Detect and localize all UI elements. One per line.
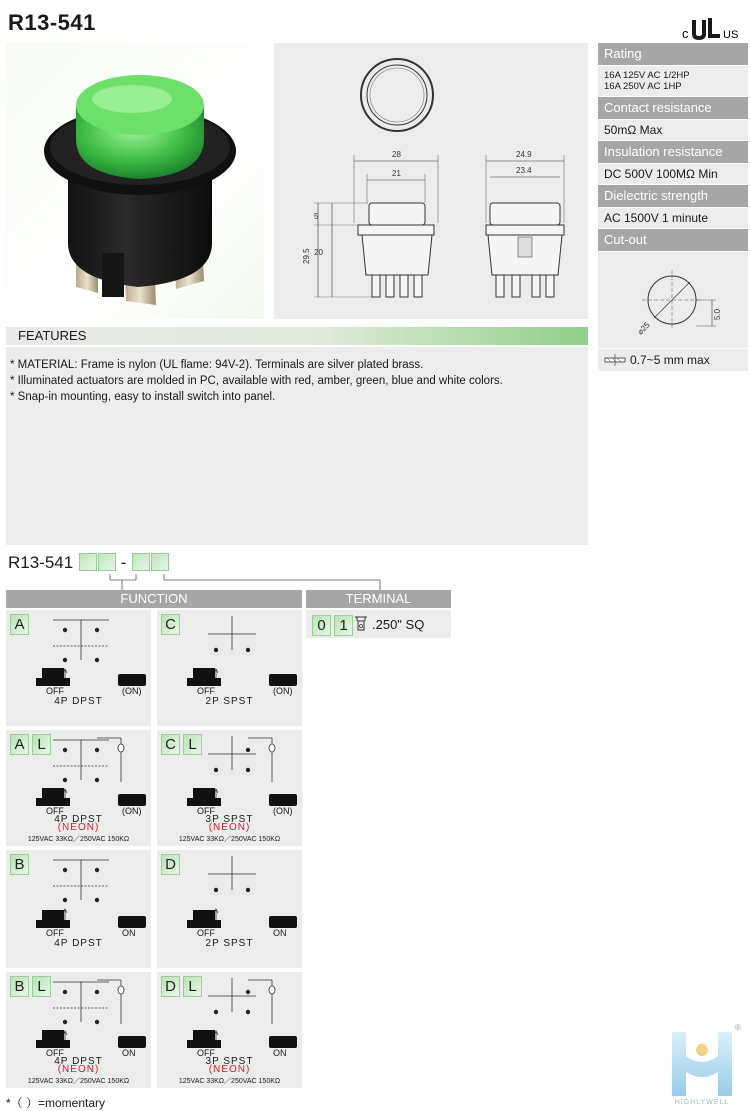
resistor-values: 125VAC 33KΩ／250VAC 150KΩ	[27, 1078, 130, 1085]
neon-label: (NEON)	[57, 822, 100, 833]
dim-height-body: 20	[314, 248, 323, 257]
feature-line: * MATERIAL: Frame is nylon (UL flame: 94V-2). Terminals are silver plated brass.	[10, 359, 424, 371]
function-option[interactable]	[157, 850, 302, 968]
function-option[interactable]	[6, 850, 151, 968]
pn-connector-lines	[100, 574, 390, 590]
terminal-option[interactable]	[306, 610, 451, 638]
on-label: (ON)	[122, 806, 142, 816]
features-heading: FEATURES	[6, 327, 588, 345]
part-number-prefix: R13-541	[8, 553, 74, 572]
pn-terminal-box	[151, 553, 169, 571]
features-list	[6, 347, 588, 545]
rating-line-2: 16A 250V AC 1HP	[604, 81, 682, 92]
spec-panel	[598, 43, 748, 371]
dim-height-total: 29.5	[302, 248, 311, 264]
panel-thickness	[598, 349, 748, 371]
dim-width-inner: 21	[392, 169, 401, 178]
feature-line: * Snap-in mounting, easy to install switch into panel.	[10, 391, 276, 403]
spec-rating-label: Rating	[598, 43, 748, 65]
function-code-letter: D	[161, 976, 180, 997]
cutout-diameter: ⌀25	[635, 320, 652, 337]
quick-connect-terminal-icon	[354, 616, 368, 632]
function-code-letter: A	[10, 734, 29, 755]
cert-c: c	[682, 26, 689, 41]
feature-line: * Illuminated actuators are molded in PC, available with red, amber, green, blue and white colors.	[10, 375, 503, 387]
function-option[interactable]	[157, 972, 302, 1088]
switch-type: 2P SPST	[205, 696, 254, 707]
terminal-code: 0	[312, 615, 331, 636]
function-option[interactable]	[6, 730, 151, 846]
function-option[interactable]	[157, 730, 302, 846]
rating-line-1: 16A 125V AC 1/2HP	[604, 70, 690, 81]
cert-us: US	[723, 29, 739, 41]
terminal-label: .250" SQ	[372, 617, 425, 632]
off-label: OFF	[46, 806, 64, 816]
spec-dielectric-value: AC 1500V 1 minute	[598, 208, 748, 228]
spec-dielectric-label: Dielectric strength	[598, 185, 748, 207]
footnote: *（ ）=momentary	[6, 1096, 106, 1110]
panel-thickness-value: 0.7~5 mm max	[630, 353, 710, 367]
on-label: (ON)	[122, 686, 142, 696]
function-code-letter: C	[161, 614, 180, 635]
function-code-letter: L	[183, 976, 202, 997]
switch-type: 4P DPST	[54, 1056, 103, 1067]
function-code	[10, 854, 29, 875]
function-code-letter: A	[10, 614, 29, 635]
resistor-values: 125VAC 33KΩ／250VAC 150KΩ	[27, 836, 130, 843]
off-label: OFF	[46, 686, 64, 696]
function-code	[161, 734, 202, 755]
function-code	[161, 976, 202, 997]
function-heading: FUNCTION	[6, 590, 302, 608]
function-option[interactable]	[6, 610, 151, 726]
off-label: OFF	[197, 806, 215, 816]
spec-rating-value	[598, 66, 748, 96]
dim-height-top: 5	[314, 212, 319, 221]
cutout-diagram	[598, 252, 748, 348]
pn-terminal-box	[132, 553, 150, 571]
function-code	[161, 614, 180, 635]
neon-label: (NEON)	[208, 822, 251, 833]
neon-label: (NEON)	[208, 1064, 251, 1075]
spec-insulation-value: DC 500V 100MΩ Min	[598, 164, 748, 184]
on-label: ON	[273, 1048, 287, 1058]
function-option[interactable]	[6, 972, 151, 1088]
switch-type: 4P DPST	[54, 696, 103, 707]
function-code	[10, 614, 29, 635]
switch-type: 3P SPST	[205, 1056, 254, 1067]
on-label: ON	[122, 928, 136, 938]
switch-type: 3P SPST	[205, 814, 254, 825]
terminal-heading: TERMINAL	[306, 590, 451, 608]
pn-function-box	[98, 553, 116, 571]
spec-contact-value: 50mΩ Max	[598, 120, 748, 140]
off-label: OFF	[197, 1048, 215, 1058]
function-code	[10, 976, 51, 997]
function-code	[10, 734, 51, 755]
pn-dash: -	[120, 553, 127, 572]
resistor-values: 125VAC 33KΩ／250VAC 150KΩ	[178, 836, 281, 843]
on-label: (ON)	[273, 806, 293, 816]
function-code-letter: L	[32, 976, 51, 997]
cutout-dimension: 5.0	[713, 308, 722, 320]
off-label: OFF	[46, 1048, 64, 1058]
neon-label: (NEON)	[57, 1064, 100, 1075]
switch-type: 2P SPST	[205, 938, 254, 949]
function-code-letter: L	[183, 734, 202, 755]
function-code-letter: L	[32, 734, 51, 755]
spec-insulation-label: Insulation resistance	[598, 141, 748, 163]
function-code-letter: D	[161, 854, 180, 875]
ul-recognized-icon	[680, 14, 744, 44]
dim-side-inner: 23.4	[516, 166, 532, 175]
function-code-letter: B	[10, 854, 29, 875]
page-title: R13-541	[8, 10, 96, 35]
function-code-letter: C	[161, 734, 180, 755]
resistor-values: 125VAC 33KΩ／250VAC 150KΩ	[178, 1078, 281, 1085]
switch-type: 4P DPST	[54, 814, 103, 825]
on-label: ON	[122, 1048, 136, 1058]
dim-width-outer: 28	[392, 150, 401, 159]
brand-mark: ®	[735, 1023, 741, 1032]
off-label: OFF	[197, 686, 215, 696]
spec-contact-label: Contact resistance	[598, 97, 748, 119]
off-label: OFF	[46, 928, 64, 938]
spec-cutout-label: Cut-out	[598, 229, 748, 251]
on-label: (ON)	[273, 686, 293, 696]
highlywell-logo	[662, 1020, 742, 1106]
brand-name: HIGHLYWELL	[674, 1099, 730, 1106]
off-label: OFF	[197, 928, 215, 938]
switch-type: 4P DPST	[54, 938, 103, 949]
dim-side-outer: 24.9	[516, 150, 532, 159]
part-number	[8, 553, 169, 573]
dimension-drawing	[274, 43, 588, 319]
function-code-letter: B	[10, 976, 29, 997]
terminal-code: 1	[334, 615, 353, 636]
function-grid	[6, 610, 302, 1088]
pn-function-box	[79, 553, 97, 571]
on-label: ON	[273, 928, 287, 938]
product-photo	[6, 43, 264, 319]
function-code	[161, 854, 180, 875]
panel-thickness-icon	[604, 354, 626, 366]
function-option[interactable]	[157, 610, 302, 726]
